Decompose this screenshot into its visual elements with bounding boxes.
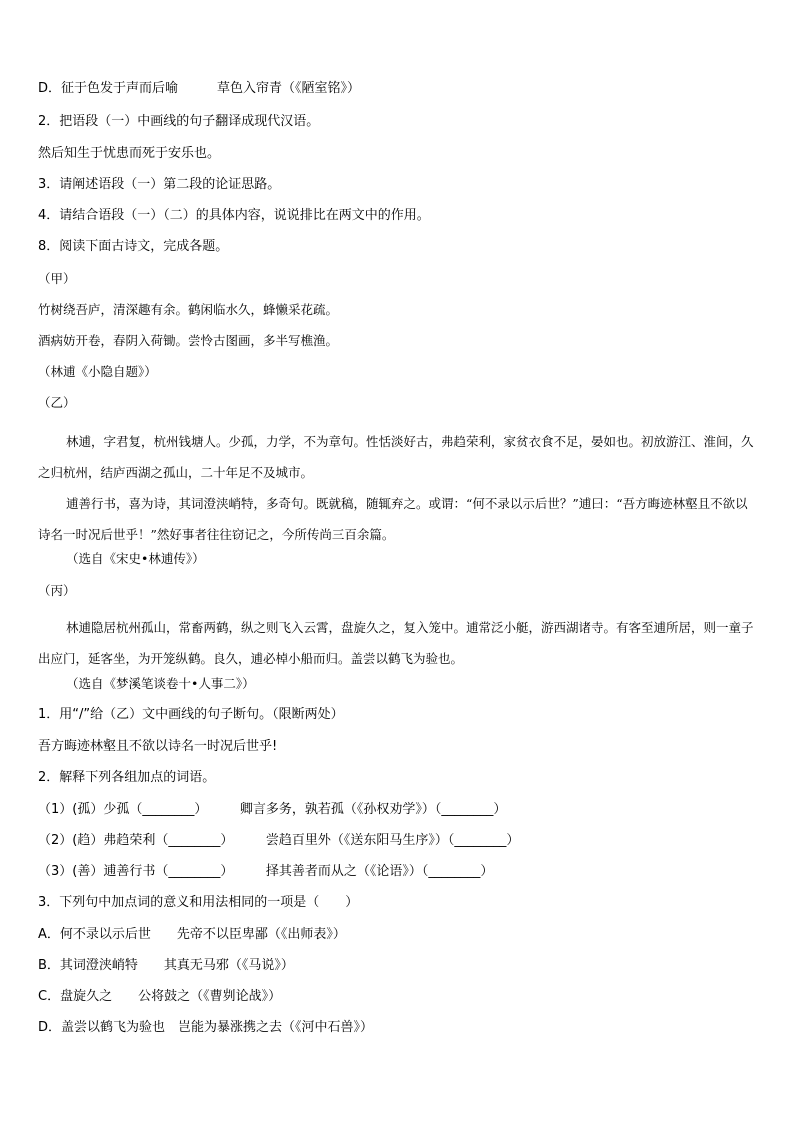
option-a: A．何不录以示后世 先帝不以臣卑鄙（《出师表》）	[38, 927, 346, 942]
option-b: B．其词澄浃峭特 其真无马邪（《马说》）	[38, 958, 294, 973]
yi-paragraph-1: 林逋，字君复，杭州钱塘人。少孤，力学，不为章句。性恬淡好古，弗趋荣利，家贫衣食不足，晏如也。初放游江、淮间，久之归杭州，结庐西湖之孤山，二十年足不及城市。	[38, 434, 754, 480]
poem-line-2: 酒病妨开卷，春阴入荷锄。尝怜古图画，多半写樵渔。	[38, 333, 339, 348]
sub-question-2-row: （3）(善）逋善行书（________） 择其善者而从之（《论语》）（________）	[38, 864, 494, 879]
prev-question-4: 4．请结合语段（一）（二）的具体内容，说说排比在两文中的作用。	[38, 208, 430, 223]
poem-source: （林逋《小隐自题》）	[38, 364, 157, 379]
sub-question-1-sentence: 吾方晦迹林壑且不欲以诗名一时况后世乎!	[38, 739, 278, 754]
sub-question-1: 1．用“/”给（乙）文中画线的句子断句。（限断两处）	[38, 707, 344, 722]
section-bing-label: （丙）	[38, 583, 76, 598]
option-d: D．盖尝以鹤飞为验也 岂能为暴涨携之去（《河中石兽》）	[38, 1020, 374, 1035]
question-8-title: 8．阅读下面古诗文，完成各题。	[38, 239, 229, 254]
bing-source: （选自《梦溪笔谈卷十•人事二》）	[66, 676, 255, 691]
prev-question-2: 2．把语段（一）中画线的句子翻译成现代汉语。	[38, 114, 320, 129]
yi-paragraph-2: 逋善行书，喜为诗，其词澄浃峭特，多奇句。既就稿，随辄弃之。或谓：“何不录以示后世？”逋曰：“吾方晦迹林壑且不欲以诗名一时况后世乎！”然好事者往往窃记之，今所传尚三百余篇。	[38, 496, 748, 542]
sub-question-2: 2．解释下列各组加点的词语。	[38, 770, 216, 785]
section-yi-label: （乙）	[38, 395, 76, 410]
yi-source: （选自《宋史•林逋传》）	[66, 551, 205, 566]
option-c: C．盘旋久之 公将鼓之（《曹刿论战》）	[38, 989, 282, 1004]
section-jia-label: （甲）	[38, 271, 76, 286]
poem-line-1: 竹树绕吾庐，清深趣有余。鹤闲临水久，蜂懒采花疏。	[38, 302, 339, 317]
prev-question-3: 3．请阐述语段（一）第二段的论证思路。	[38, 177, 281, 192]
prev-option-d: D．征于色发于声而后喻 草色入帘青（《陋室铭》）	[38, 81, 361, 96]
sub-question-3: 3．下列句中加点词的意义和用法相同的一项是（ ）	[38, 895, 359, 910]
sub-question-2-row: （1）(孤）少孤（________） 卿言多务，孰若孤（《孙权劝学》）（________）	[38, 802, 507, 817]
bing-paragraph: 林逋隐居杭州孤山，常畜两鹤，纵之则飞入云霄，盘旋久之，复入笼中。逋常泛小艇，游西湖诸寺。有客至逋所居，则一童子出应门，延客坐，为开笼纵鹤。良久，逋必棹小船而归。盖尝以鹤飞为验也。	[38, 620, 754, 666]
sub-question-2-row: （2）(趋）弗趋荣利（________） 尝趋百里外（《送东阳马生序》）（________）	[38, 833, 520, 848]
prev-question-2-sentence: 然后知生于忧患而死于安乐也。	[38, 146, 221, 161]
